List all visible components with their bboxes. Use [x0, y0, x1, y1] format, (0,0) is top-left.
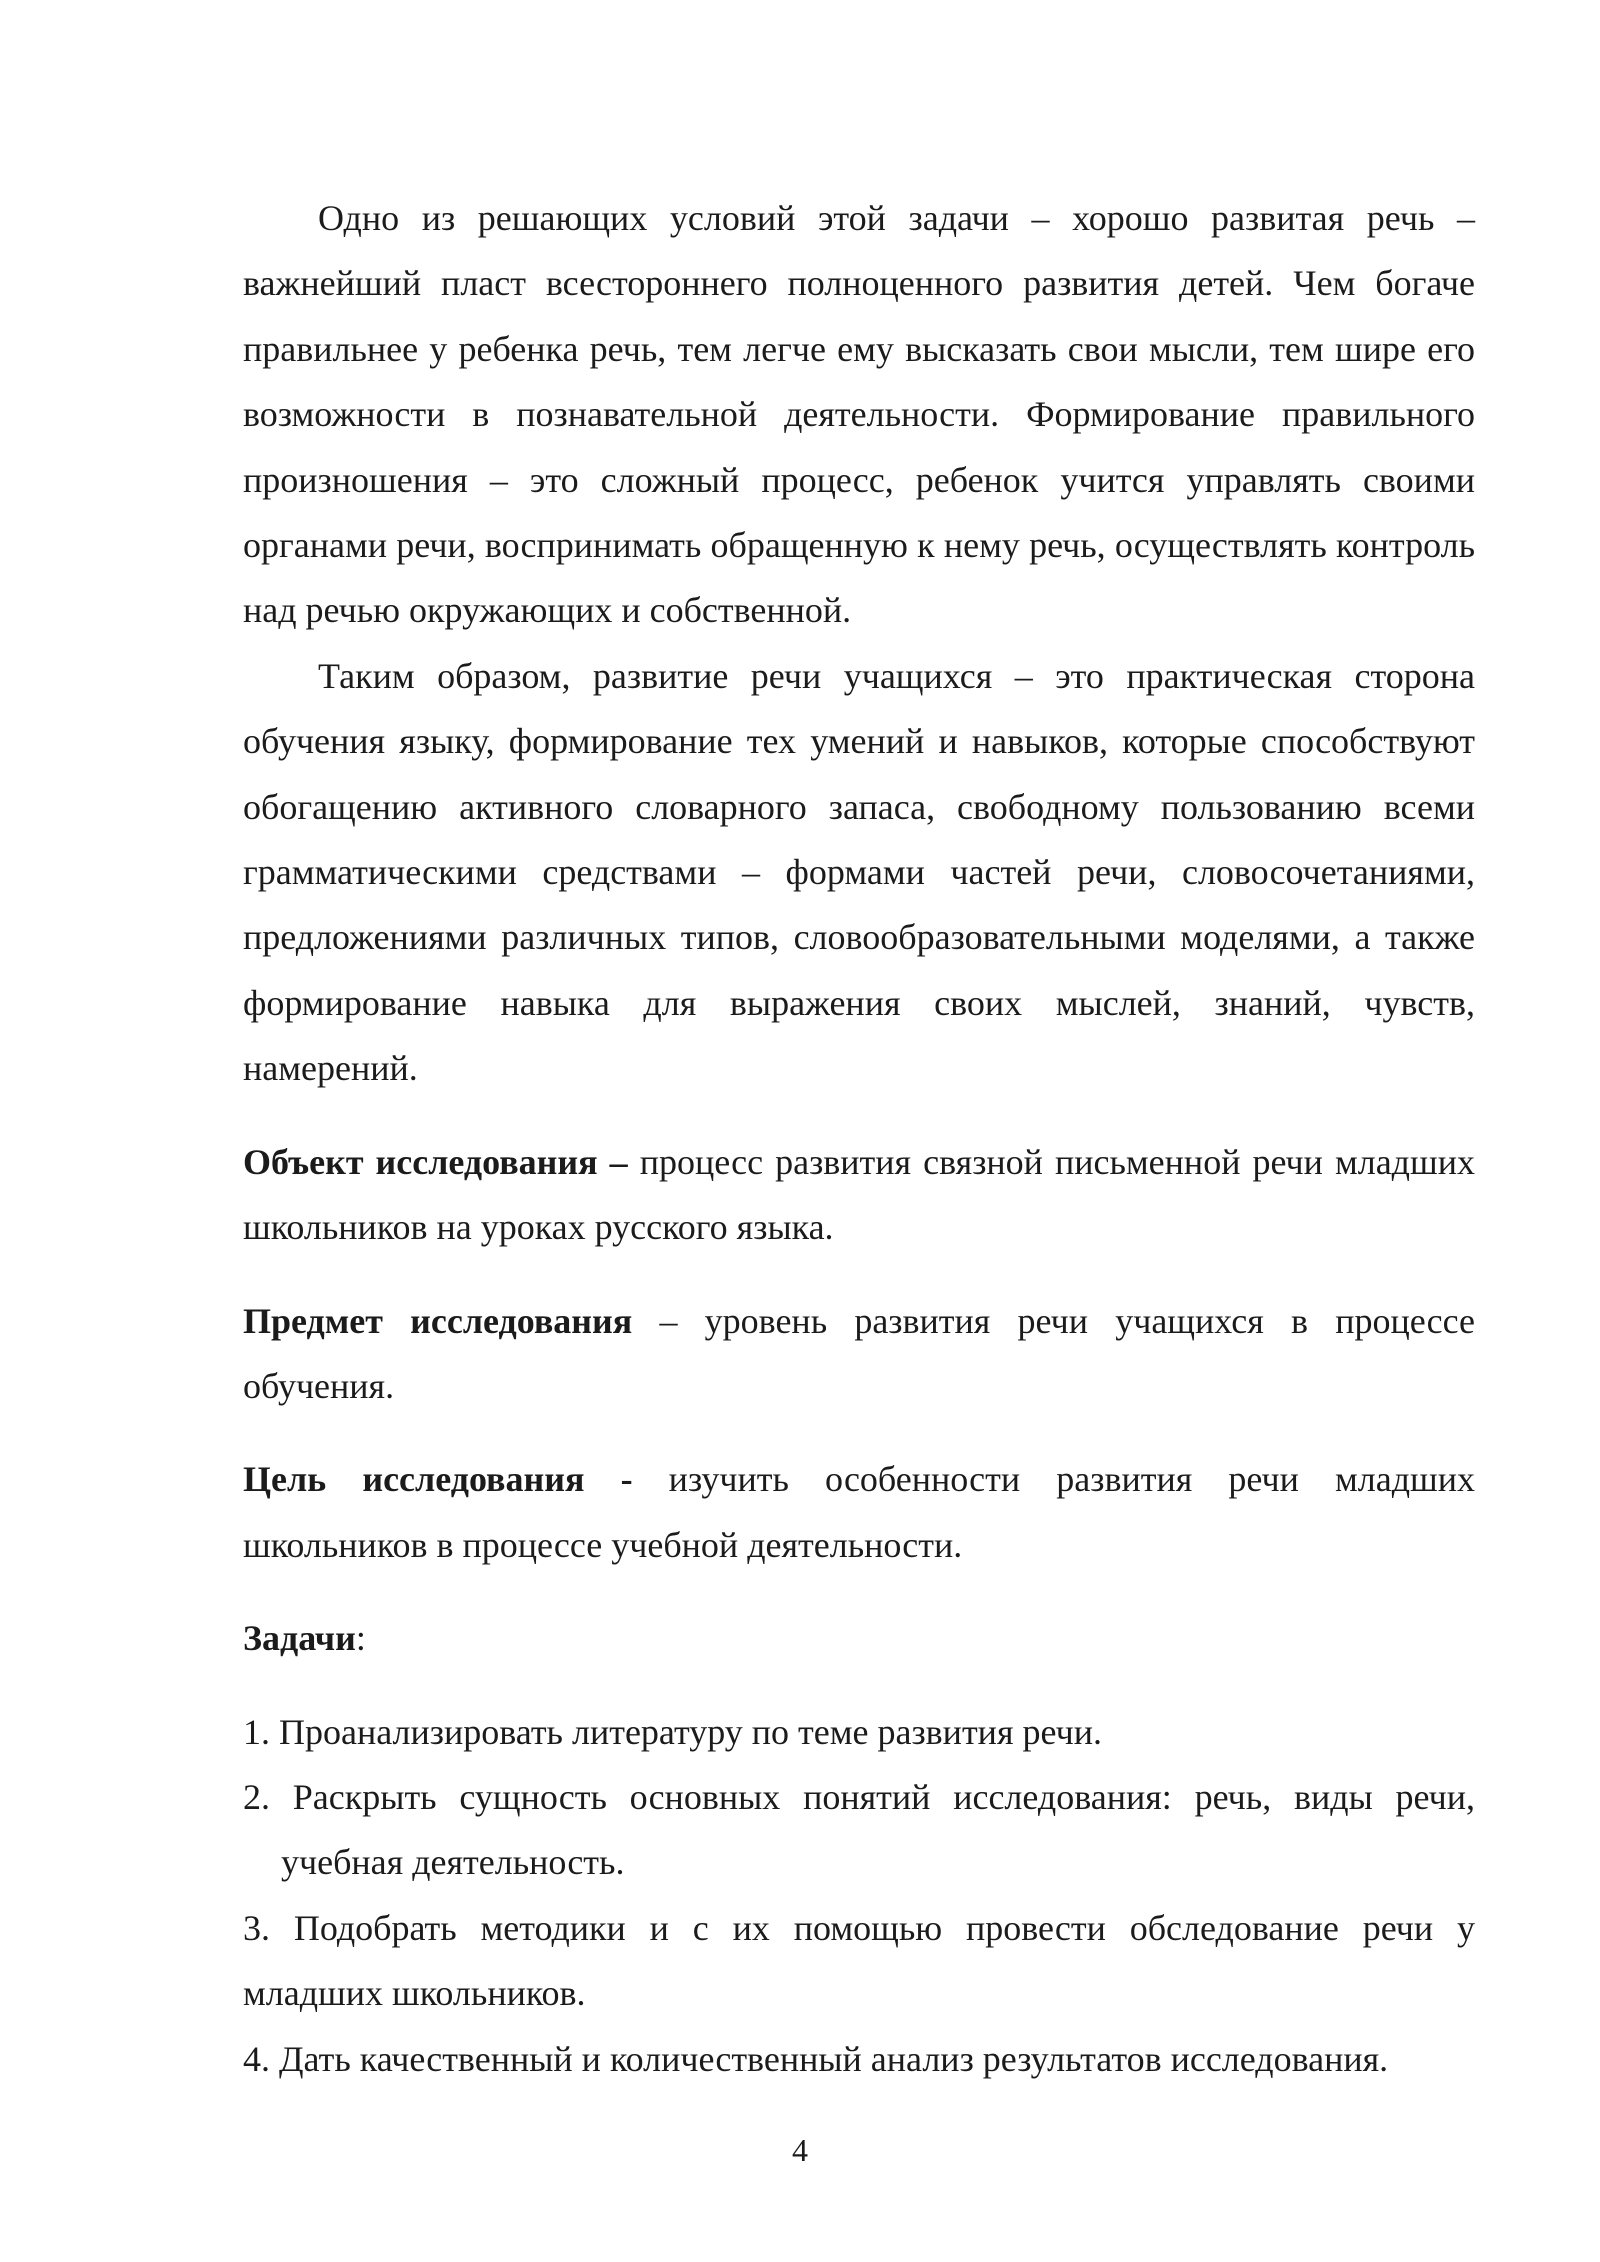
summary-paragraph: Таким образом, развитие речи учащихся – это практическая сторона обучения языку, формирование тех умений и навыков, которые способствуют обогащению активного словарного запаса, свободному пользованию всеми грамматическими средствами – формами частей речи, словосочетаниями, предложениями различных типов, словообразовательными моделями, а также формирование навыка для выражения своих мыслей, знаний, чувств, намерений.: [243, 655, 1475, 1089]
research-goal-text: изучить особенности развития речи младших школьников в процессе учебной деятельности.: [243, 1459, 1475, 1565]
task-item: 2. Раскрыть сущность основных понятий исследования: речь, виды речи, учебная деятельность.: [243, 1776, 1475, 1883]
tasks-heading-colon: :: [355, 1618, 366, 1659]
intro-paragraph: Одно из решающих условий этой задачи – хорошо развитая речь – важнейший пласт всестороннего полноценного развития детей. Чем богаче правильнее у ребенка речь, тем легче ему высказать свои мысли, тем шире его возможности в познавательной деятельности. Формирование правильного произношения – это сложный процесс, ребенок учится управлять своими органами речи, воспринимать обращенную к нему речь, осуществлять контроль над речью окружающих и собственной.: [243, 198, 1475, 631]
research-subject: [243, 1289, 1475, 1420]
research-subject-label: Предмет исследования: [243, 1300, 633, 1341]
tasks-heading: [243, 1606, 1475, 1671]
task-item: 4. Дать качественный и количественный анализ результатов исследования.: [243, 2038, 1389, 2079]
page-number: 4: [792, 2132, 808, 2168]
tasks-heading-label: Задачи: [243, 1618, 356, 1659]
research-goal: [243, 1447, 1475, 1578]
page-body: [243, 186, 1475, 2092]
task-item: 3. Подобрать методики и с их помощью провести обследование речи у младших школьников.: [243, 1907, 1475, 2014]
research-subject-text: – уровень развития речи учащихся в процессе обучения.: [243, 1300, 1475, 1406]
research-object-text: процесс развития связной письменной речи младших школьников на уроках русского языка.: [243, 1141, 1475, 1248]
tasks-list: [243, 1700, 1475, 2092]
task-item: 1. Проанализировать литературу по теме развития речи.: [243, 1711, 1102, 1752]
research-object: [243, 1130, 1475, 1261]
research-object-label: Объект исследования –: [243, 1141, 628, 1182]
research-goal-label: Цель исследования -: [243, 1459, 633, 1500]
